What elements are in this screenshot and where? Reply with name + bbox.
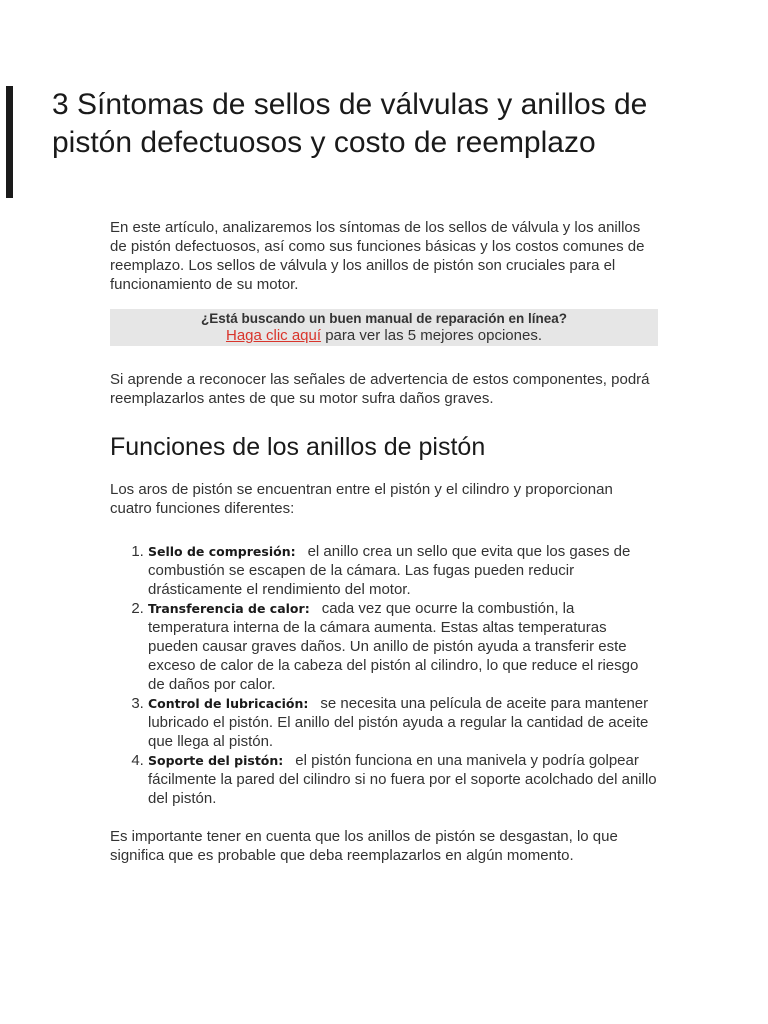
article-body <box>110 218 658 865</box>
page-title: 3 Síntomas de sellos de válvulas y anillos de pistón defectuosos y costo de reemplazo <box>52 88 648 159</box>
list-item-text: el anillo crea un sello que evita que los gases de combustión se escapen de la cámara. Las fugas pueden reducir drásticamente el rendimiento del motor. <box>148 543 631 598</box>
promo-line <box>110 327 658 345</box>
list-item-term: Sello de compresión: <box>148 544 296 559</box>
section-intro: Los aros de pistón se encuentran entre el pistón y el cilindro y proporcionan cuatro funciones diferentes: <box>110 481 613 517</box>
list-item-text: se necesita una película de aceite para mantener lubricado el pistón. El anillo del pistón ayuda a regular la cantidad de aceite que llega al pistón. <box>148 695 649 750</box>
intro-paragraph: En este artículo, analizaremos los síntomas de los sellos de válvula y los anillos de pistón defectuosos, así como sus funciones básicas y los costos comunes de reemplazo. Los sellos de válvula y los anillos de pistón son cruciales para el funcionamiento de su motor. <box>110 219 645 293</box>
list-item <box>148 599 658 694</box>
title-accent-bar <box>6 86 13 198</box>
warning-paragraph: Si aprende a reconocer las señales de advertencia de estos componentes, podrá reemplazarlos antes de que su motor sufra daños graves. <box>110 371 650 407</box>
promo-after-link: para ver las 5 mejores opciones. <box>321 327 542 344</box>
list-item <box>148 694 658 751</box>
list-item <box>148 751 658 808</box>
closing-paragraph: Es importante tener en cuenta que los anillos de pistón se desgastan, lo que significa que es probable que deba reemplazarlos en algún momento. <box>110 828 618 864</box>
promo-box <box>110 309 658 346</box>
promo-heading: ¿Está buscando un buen manual de reparación en línea? <box>200 311 568 326</box>
section-heading: Funciones de los anillos de pistón <box>110 433 486 461</box>
functions-list <box>110 542 658 808</box>
list-item-term: Control de lubricación: <box>148 696 309 711</box>
promo-link[interactable]: Haga clic aquí <box>225 327 322 344</box>
list-item-text: el pistón funciona en una manivela y podría golpear fácilmente la pared del cilindro si no fuera por el soporte acolchado del anillo del pistón. <box>148 752 657 807</box>
list-item <box>148 542 658 599</box>
list-item-term: Transferencia de calor: <box>148 601 310 616</box>
list-item-text: cada vez que ocurre la combustión, la temperatura interna de la cámara aumenta. Estas altas temperaturas pueden causar graves daños. Un anillo de pistón ayuda a transferir este exceso de calor de la cabeza del pistón al cilindro, lo que reduce el riesgo de daños por calor. <box>148 600 639 693</box>
list-item-term: Soporte del pistón: <box>148 753 284 768</box>
